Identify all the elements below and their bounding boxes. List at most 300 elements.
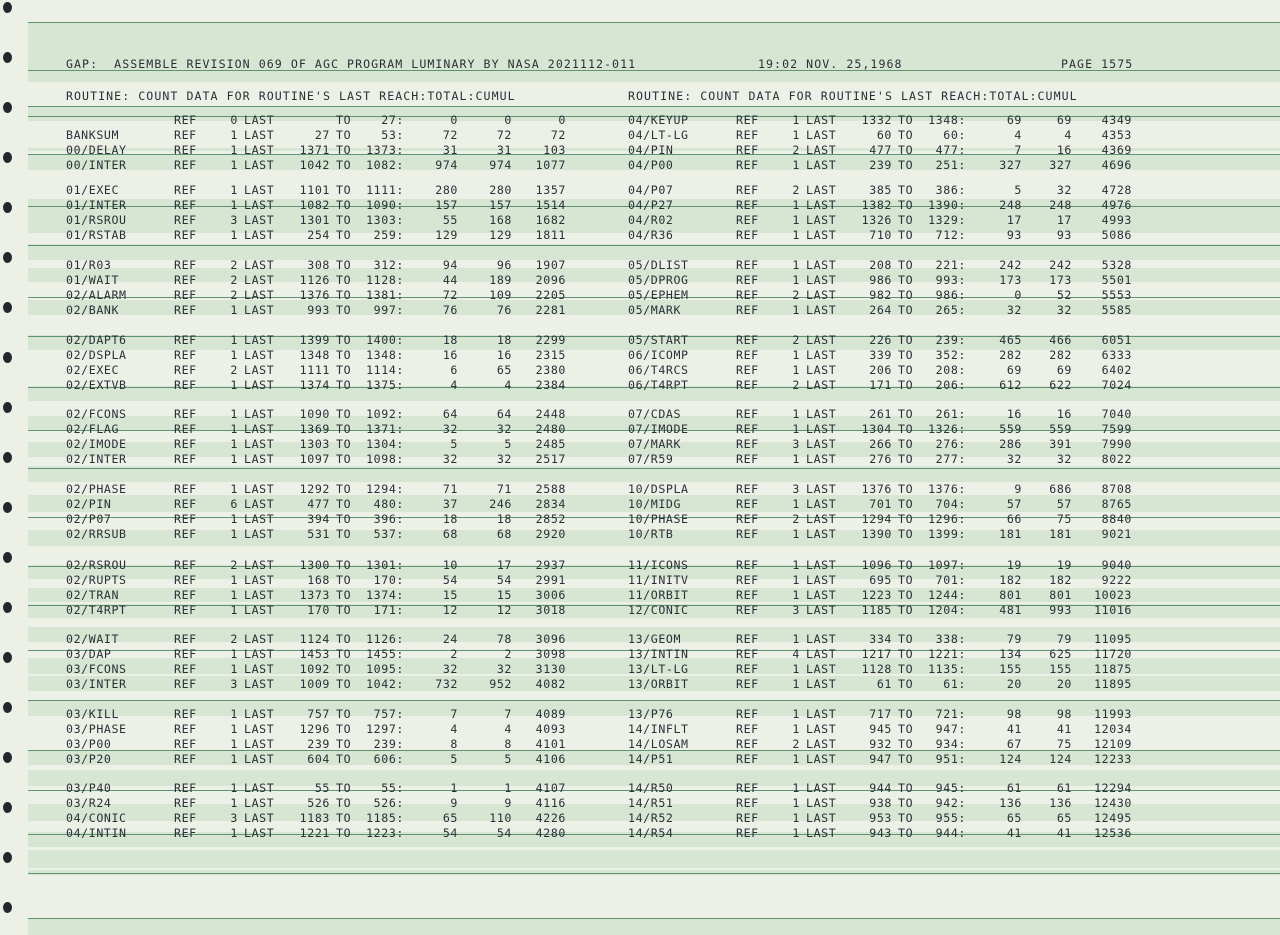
ref-count: 1: [792, 707, 800, 721]
last-to: 1297:: [366, 722, 404, 737]
total: 41: [1056, 722, 1072, 737]
routine-name: 01/RSTAB: [66, 228, 127, 243]
routine-name: 02/RSROU: [66, 558, 127, 572]
last-from: 1294: [861, 512, 892, 527]
ref-count: 1: [792, 497, 800, 512]
last-to: 251:: [935, 158, 966, 173]
ref-label: REF: [174, 452, 197, 467]
last-from: 1371: [299, 143, 330, 158]
routine-name: 00/INTER: [66, 158, 127, 173]
ref-count: 2: [230, 258, 238, 272]
ref-label: REF: [174, 632, 197, 646]
routine-name: 02/PIN: [66, 497, 112, 512]
total: 69: [1056, 363, 1072, 378]
ref-count: 1: [792, 527, 800, 542]
to-label: TO: [336, 497, 352, 512]
last-from: 334: [869, 632, 892, 646]
last-to: 1097:: [928, 558, 966, 572]
to-label: TO: [898, 183, 914, 197]
total: 168: [489, 213, 512, 228]
total: 52: [1056, 288, 1072, 303]
sprocket-hole: [3, 652, 12, 663]
last-label: LAST: [244, 632, 275, 646]
to-label: TO: [898, 558, 914, 572]
last-reach: 9: [1014, 482, 1022, 496]
last-label: LAST: [244, 781, 275, 795]
last-to: 352:: [935, 348, 966, 363]
last-label: LAST: [806, 826, 837, 841]
last-from: 1090: [299, 407, 330, 421]
last-to: 1082:: [366, 158, 404, 173]
last-from: 947: [869, 752, 892, 767]
last-from: 477: [869, 143, 892, 158]
total: 4: [1064, 128, 1072, 143]
last-to: 27:: [381, 113, 404, 127]
last-label: LAST: [244, 497, 275, 512]
ref-label: REF: [736, 422, 759, 437]
ref-count: 1: [792, 198, 800, 213]
total: 2: [504, 647, 512, 662]
to-label: TO: [336, 452, 352, 467]
last-to: 1373:: [366, 143, 404, 158]
routine-name: 06/ICOMP: [628, 348, 689, 363]
last-from: 61: [876, 677, 892, 692]
last-reach: 98: [1006, 707, 1022, 721]
last-label: LAST: [244, 722, 275, 737]
page-number: PAGE 1575: [1061, 57, 1134, 71]
last-to: 1244:: [928, 588, 966, 603]
last-from: 1374: [299, 378, 330, 393]
last-reach: 69: [1006, 363, 1022, 378]
last-reach: 282: [999, 348, 1022, 363]
last-from: 944: [869, 781, 892, 795]
total: 124: [1049, 752, 1072, 767]
last-reach: 19: [1006, 558, 1022, 572]
routine-name: 05/DLIST: [628, 258, 689, 272]
last-to: 277:: [935, 452, 966, 467]
ref-count: 3: [792, 482, 800, 496]
last-label: LAST: [806, 422, 837, 437]
ref-label: REF: [174, 497, 197, 512]
total: 4: [504, 378, 512, 393]
last-to: 1348:: [366, 348, 404, 363]
cumul: 1907: [535, 258, 566, 272]
last-reach: 0: [450, 113, 458, 127]
cumul: 6333: [1101, 348, 1132, 363]
ref-label: REF: [736, 273, 759, 288]
ref-count: 1: [792, 407, 800, 421]
last-reach: 801: [999, 588, 1022, 603]
last-label: LAST: [806, 752, 837, 767]
cumul: 7990: [1101, 437, 1132, 452]
last-reach: 732: [435, 677, 458, 692]
stripe-rule: [28, 106, 1280, 107]
ref-label: REF: [736, 378, 759, 393]
last-reach: 64: [442, 407, 458, 421]
to-label: TO: [898, 158, 914, 173]
ref-count: 1: [230, 198, 238, 213]
last-label: LAST: [806, 228, 837, 243]
cumul: 4349: [1101, 113, 1132, 127]
to-label: TO: [898, 422, 914, 437]
ref-label: REF: [736, 722, 759, 737]
cumul: 4093: [535, 722, 566, 737]
last-label: LAST: [244, 258, 275, 272]
cumul: 11875: [1094, 662, 1132, 677]
last-label: LAST: [806, 128, 837, 143]
last-from: 1092: [299, 662, 330, 677]
last-to: 606:: [373, 752, 404, 767]
last-reach: 37: [442, 497, 458, 512]
to-label: TO: [898, 363, 914, 378]
to-label: TO: [898, 378, 914, 393]
total: 391: [1049, 437, 1072, 452]
total: 173: [1049, 273, 1072, 288]
to-label: TO: [336, 363, 352, 378]
ref-count: 1: [230, 452, 238, 467]
cumul: 4106: [535, 752, 566, 767]
last-from: 261: [869, 407, 892, 421]
last-from: 1101: [299, 183, 330, 197]
last-reach: 65: [442, 811, 458, 826]
total: 78: [496, 632, 512, 646]
ref-count: 1: [230, 796, 238, 811]
last-label: LAST: [244, 527, 275, 542]
last-label: LAST: [806, 378, 837, 393]
stripe-rule: [28, 468, 1280, 469]
ref-label: REF: [736, 143, 759, 158]
cumul: 8840: [1101, 512, 1132, 527]
ref-label: REF: [736, 737, 759, 752]
last-from: 1348: [299, 348, 330, 363]
last-to: 1128:: [366, 273, 404, 288]
sprocket-hole: [3, 452, 12, 463]
last-label: LAST: [244, 662, 275, 677]
ref-label: REF: [736, 482, 759, 496]
ref-count: 1: [792, 826, 800, 841]
last-from: 757: [307, 707, 330, 721]
last-to: 1294:: [366, 482, 404, 496]
last-from: 55: [314, 781, 330, 795]
to-label: TO: [898, 452, 914, 467]
last-reach: 559: [999, 422, 1022, 437]
last-to: 53:: [381, 128, 404, 143]
ref-count: 1: [230, 752, 238, 767]
sprocket-hole: [3, 352, 12, 363]
cumul: 11895: [1094, 677, 1132, 692]
routine-name: 07/MARK: [628, 437, 682, 452]
to-label: TO: [898, 722, 914, 737]
cumul: 9021: [1101, 527, 1132, 542]
sprocket-hole: [3, 902, 12, 913]
to-label: TO: [898, 796, 914, 811]
last-from: 308: [307, 258, 330, 272]
last-reach: 157: [435, 198, 458, 213]
routine-name: 11/INITV: [628, 573, 689, 588]
to-label: TO: [336, 143, 352, 158]
ref-count: 1: [230, 482, 238, 496]
last-reach: 134: [999, 647, 1022, 662]
ref-label: REF: [736, 752, 759, 767]
last-label: LAST: [244, 158, 275, 173]
cumul: 1357: [535, 183, 566, 197]
total: 18: [496, 512, 512, 527]
routine-name: BANKSUM: [66, 128, 120, 143]
last-from: 1111: [299, 363, 330, 378]
to-label: TO: [898, 348, 914, 363]
ref-label: REF: [736, 647, 759, 662]
last-from: 938: [869, 796, 892, 811]
routine-name: 03/P40: [66, 781, 112, 795]
sprocket-hole: [3, 202, 12, 213]
routine-name: 02/RRSUB: [66, 527, 127, 542]
last-to: 55:: [381, 781, 404, 795]
last-to: 396:: [373, 512, 404, 527]
to-label: TO: [336, 737, 352, 752]
last-reach: 7: [1014, 143, 1022, 158]
ref-count: 1: [230, 588, 238, 603]
last-from: 531: [307, 527, 330, 542]
ref-label: REF: [174, 752, 197, 767]
ref-label: REF: [174, 198, 197, 213]
last-reach: 129: [435, 228, 458, 243]
routine-name: 05/EPHEM: [628, 288, 689, 303]
last-reach: 1: [450, 781, 458, 795]
to-label: TO: [898, 826, 914, 841]
sprocket-hole: [3, 852, 12, 863]
last-from: 1300: [299, 558, 330, 572]
to-label: TO: [336, 677, 352, 692]
last-from: 1301: [299, 213, 330, 228]
total: 65: [1056, 811, 1072, 826]
last-to: 1111:: [366, 183, 404, 197]
to-label: TO: [898, 303, 914, 318]
cumul: 9040: [1101, 558, 1132, 572]
last-from: 206: [869, 363, 892, 378]
last-label: LAST: [806, 158, 837, 173]
ref-label: REF: [736, 811, 759, 826]
cumul: 4089: [535, 707, 566, 721]
greenbar-stripe: [28, 22, 1280, 82]
last-to: 265:: [935, 303, 966, 318]
last-from: 943: [869, 826, 892, 841]
cumul: 2485: [535, 437, 566, 452]
last-to: 712:: [935, 228, 966, 243]
total: 76: [496, 303, 512, 318]
ref-count: 2: [792, 737, 800, 752]
routine-name: 02/PHASE: [66, 482, 127, 496]
ref-label: REF: [174, 258, 197, 272]
routine-name: 01/RSROU: [66, 213, 127, 228]
last-label: LAST: [806, 512, 837, 527]
total: 68: [496, 527, 512, 542]
ref-count: 1: [230, 826, 238, 841]
cumul: 3130: [535, 662, 566, 677]
last-label: LAST: [806, 258, 837, 272]
routine-name: 10/PHASE: [628, 512, 689, 527]
last-reach: 9: [450, 796, 458, 811]
ref-label: REF: [736, 113, 759, 127]
ref-count: 1: [792, 811, 800, 826]
last-to: 1296:: [928, 512, 966, 527]
cumul: 4101: [535, 737, 566, 752]
last-reach: 5: [450, 437, 458, 452]
listing-title: GAP: ASSEMBLE REVISION 069 OF AGC PROGRAM LUMINARY BY NASA 2021112-011: [66, 57, 637, 71]
ref-count: 2: [792, 512, 800, 527]
routine-name: 04/R02: [628, 213, 674, 228]
last-from: 1292: [299, 482, 330, 496]
last-from: 170: [307, 603, 330, 618]
ref-count: 3: [230, 811, 238, 826]
ref-label: REF: [174, 333, 197, 347]
to-label: TO: [898, 752, 914, 767]
last-reach: 93: [1006, 228, 1022, 243]
routine-name: 02/DSPLA: [66, 348, 127, 363]
ref-label: REF: [174, 662, 197, 677]
last-from: 239: [869, 158, 892, 173]
total: 32: [1056, 303, 1072, 318]
ref-count: 1: [792, 781, 800, 795]
ref-label: REF: [174, 143, 197, 158]
last-from: 226: [869, 333, 892, 347]
cumul: 4696: [1101, 158, 1132, 173]
last-reach: 974: [435, 158, 458, 173]
to-label: TO: [336, 407, 352, 421]
routine-name: 03/FCONS: [66, 662, 127, 677]
routine-name: 07/R59: [628, 452, 674, 467]
cumul: 4116: [535, 796, 566, 811]
last-from: 1303: [299, 437, 330, 452]
total: 155: [1049, 662, 1072, 677]
last-reach: 32: [442, 422, 458, 437]
cumul: 11095: [1094, 632, 1132, 646]
ref-label: REF: [736, 588, 759, 603]
stripe-rule: [28, 245, 1280, 246]
total: 69: [1056, 113, 1072, 127]
routine-name: 04/PIN: [628, 143, 674, 158]
last-to: 1303:: [366, 213, 404, 228]
last-reach: 65: [1006, 811, 1022, 826]
ref-count: 2: [792, 288, 800, 303]
last-to: 934:: [935, 737, 966, 752]
routine-name: 14/LOSAM: [628, 737, 689, 752]
routine-name: 02/WAIT: [66, 632, 120, 646]
ref-count: 1: [230, 348, 238, 363]
last-reach: 0: [1014, 288, 1022, 303]
total: 32: [496, 452, 512, 467]
cumul: 11016: [1094, 603, 1132, 618]
ref-label: REF: [174, 796, 197, 811]
last-label: LAST: [806, 288, 837, 303]
last-label: LAST: [806, 722, 837, 737]
last-reach: 248: [999, 198, 1022, 213]
last-label: LAST: [806, 333, 837, 347]
last-to: 944:: [935, 826, 966, 841]
last-label: LAST: [806, 811, 837, 826]
ref-label: REF: [174, 363, 197, 378]
cumul: 103: [543, 143, 566, 158]
ref-label: REF: [736, 662, 759, 677]
to-label: TO: [336, 437, 352, 452]
total: 974: [489, 158, 512, 173]
ref-label: REF: [736, 198, 759, 213]
total: 16: [1056, 143, 1072, 158]
routine-name: 12/CONIC: [628, 603, 689, 618]
ref-label: REF: [174, 288, 197, 303]
total: 282: [1049, 348, 1072, 363]
to-label: TO: [336, 348, 352, 363]
last-reach: 44: [442, 273, 458, 288]
last-from: 695: [869, 573, 892, 588]
last-from: 394: [307, 512, 330, 527]
last-to: 1223:: [366, 826, 404, 841]
total: 109: [489, 288, 512, 303]
to-label: TO: [898, 437, 914, 452]
last-from: 1223: [861, 588, 892, 603]
total: 64: [496, 407, 512, 421]
last-from: 945: [869, 722, 892, 737]
ref-label: REF: [174, 558, 197, 572]
ref-label: REF: [174, 128, 197, 143]
ref-label: REF: [736, 796, 759, 811]
last-to: 1135:: [928, 662, 966, 677]
ref-label: REF: [174, 183, 197, 197]
last-label: LAST: [806, 632, 837, 646]
cumul: 2299: [535, 333, 566, 347]
cumul: 4369: [1101, 143, 1132, 158]
last-to: 239:: [935, 333, 966, 347]
last-reach: 242: [999, 258, 1022, 272]
ref-count: 1: [792, 722, 800, 737]
last-label: LAST: [244, 512, 275, 527]
last-reach: 5: [450, 752, 458, 767]
to-label: TO: [898, 143, 914, 158]
last-to: 1114:: [366, 363, 404, 378]
last-from: 1097: [299, 452, 330, 467]
routine-name: 04/P27: [628, 198, 674, 213]
last-reach: 67: [1006, 737, 1022, 752]
ref-label: REF: [736, 558, 759, 572]
last-to: 206:: [935, 378, 966, 393]
last-to: 477:: [935, 143, 966, 158]
last-label: LAST: [244, 573, 275, 588]
routine-name: 04/CONIC: [66, 811, 127, 826]
to-label: TO: [336, 378, 352, 393]
last-to: 947:: [935, 722, 966, 737]
total: 5: [504, 752, 512, 767]
last-reach: 182: [999, 573, 1022, 588]
routine-name: 04/INTIN: [66, 826, 127, 841]
routine-name: 02/TRAN: [66, 588, 120, 603]
total: 72: [496, 128, 512, 143]
to-label: TO: [898, 258, 914, 272]
total: 75: [1056, 737, 1072, 752]
last-reach: 16: [1006, 407, 1022, 421]
routine-name: 02/FLAG: [66, 422, 120, 437]
ref-count: 1: [230, 143, 238, 158]
last-to: 1348:: [928, 113, 966, 127]
last-label: LAST: [244, 228, 275, 243]
last-to: 951:: [935, 752, 966, 767]
last-to: 704:: [935, 497, 966, 512]
routine-name: 04/LT-LG: [628, 128, 689, 143]
sprocket-hole: [3, 2, 12, 13]
last-from: 168: [307, 573, 330, 588]
last-from: 1373: [299, 588, 330, 603]
last-label: LAST: [244, 363, 275, 378]
last-to: 993:: [935, 273, 966, 288]
cumul: 4728: [1101, 183, 1132, 197]
